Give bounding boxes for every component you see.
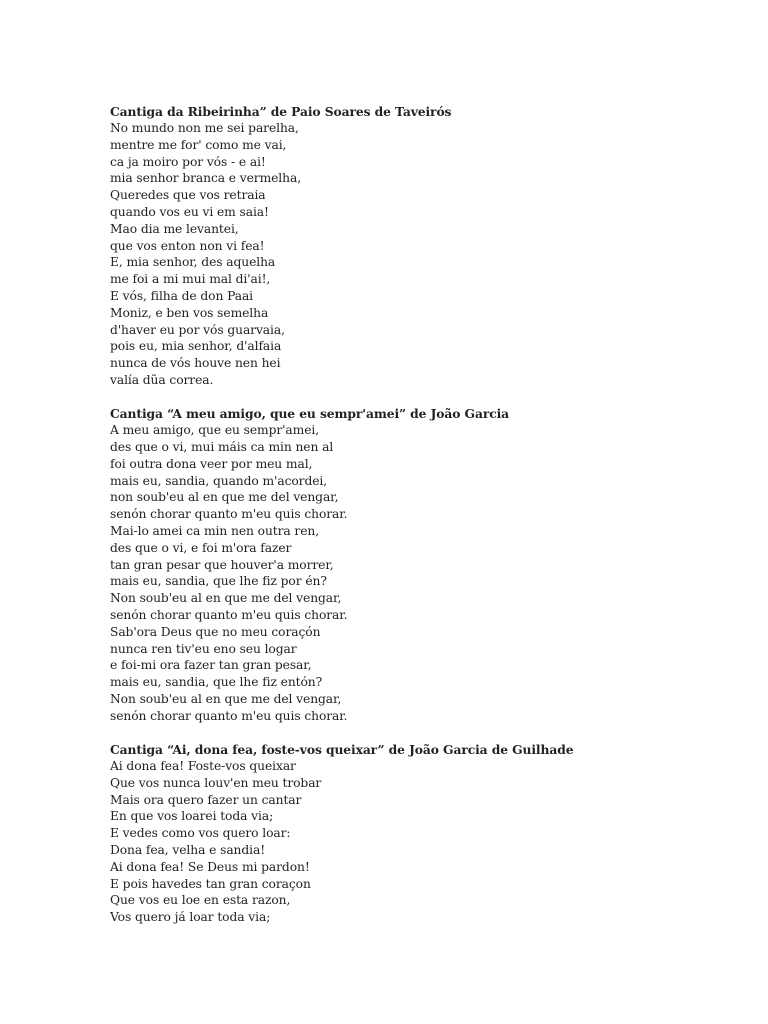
poem-line: e foi-mi ora fazer tan gran pesar, [110, 658, 312, 673]
poem-title: Cantiga da Ribeirinha” de Paio Soares de Taveirós [110, 104, 452, 119]
poem-line: Queredes que vos retraia [110, 188, 266, 203]
poem-line: senón chorar quanto m'eu quis chorar. [110, 708, 348, 723]
poem-line: E pois havedes tan gran coraçon [110, 876, 311, 891]
poem-title: Cantiga “A meu amigo, que eu sempr'amei” de João Garcia [110, 406, 510, 422]
poem-line: Sab'ora Deus que no meu coraçón [110, 624, 321, 639]
poem-section-dona-fea [110, 741, 730, 926]
poem-lines [110, 422, 730, 724]
poem-line: E vós, filha de don Paai [110, 288, 254, 303]
poem-line: Mais ora quero fazer un cantar [110, 792, 302, 807]
poem-line: Non soub'eu al en que me del vengar, [110, 591, 342, 606]
poem-section-ribeirinha [110, 103, 730, 389]
poem-line: Mao dia me levantei, [110, 221, 239, 236]
poem-line: des que o vi, mui máis ca min nen al [110, 440, 334, 455]
poem-line: senón chorar quanto m'eu quis chorar. [110, 608, 348, 623]
poem-line: Mai-lo amei ca min nen outra ren, [110, 524, 320, 539]
poem-line: des que o vi, e foi m'ora fazer [110, 540, 292, 555]
poem-line: No mundo non me sei parelha, [110, 121, 299, 135]
poem-line: ca ja moiro por vós - e ai! [110, 154, 266, 169]
poem-line: E vedes como vos quero loar: [110, 826, 291, 841]
poem-lines [110, 120, 730, 389]
poem-line: mais eu, sandia, quando m'acordei, [110, 473, 328, 488]
poem-line: senón chorar quanto m'eu quis chorar. [110, 507, 348, 522]
poem-line: Ai dona fea! Se Deus mi pardon! [110, 859, 310, 874]
poem-line: nunca de vós houve nen hei [110, 356, 281, 371]
poem-line: d'haver eu por vós guarvaia, [110, 322, 285, 337]
poem-line: Moniz, e ben vos semelha [110, 305, 269, 320]
poem-line: mentre me for' como me vai, [110, 137, 287, 152]
poem-line: nunca ren tiv'eu eno seu logar [110, 641, 297, 656]
poem-line: non soub'eu al en que me del vengar, [110, 490, 339, 505]
poem-section-meu-amigo [110, 405, 730, 724]
poem-line: mais eu, sandia, que lhe fiz entón? [110, 675, 323, 690]
poem-line: mia senhor branca e vermelha, [110, 171, 301, 186]
poem-line: quando vos eu vi em saia! [110, 204, 269, 219]
poem-line: Non soub'eu al en que me del vengar, [110, 692, 342, 706]
poem-line: tan gran pesar que houver'a morrer, [110, 557, 334, 572]
poem-line: Dona fea, velha e sandia! [110, 843, 266, 858]
poem-title: Cantiga “Ai, dona fea, foste-vos queixar” de João Garcia de Guilhade [110, 742, 574, 758]
poem-lines [110, 758, 730, 926]
poem-line: A meu amigo, que eu sempr'amei, [110, 423, 320, 438]
poem-line: Que vos eu loe en esta razon, [110, 893, 291, 908]
poem-line: me foi a mi mui mal di'ai!, [110, 272, 271, 287]
poem-line: valía dũa correa. [110, 372, 214, 387]
poem-line: pois eu, mia senhor, d'alfaia [110, 339, 282, 354]
poem-line: En que vos loarei toda via; [110, 809, 274, 824]
poem-line: E, mia senhor, des aquelha [110, 255, 276, 270]
poem-line: Que vos nunca louv'en meu trobar [110, 775, 322, 790]
poem-line: foi outra dona veer por meu mal, [110, 456, 313, 471]
poem-line: que vos enton non vi fea! [110, 238, 265, 253]
document-page [110, 103, 730, 943]
poem-line: Ai dona fea! Foste-vos queixar [110, 759, 296, 774]
poem-line: mais eu, sandia, que lhe fiz por én? [110, 574, 327, 589]
poem-line: Vos quero já loar toda via; [110, 910, 271, 925]
